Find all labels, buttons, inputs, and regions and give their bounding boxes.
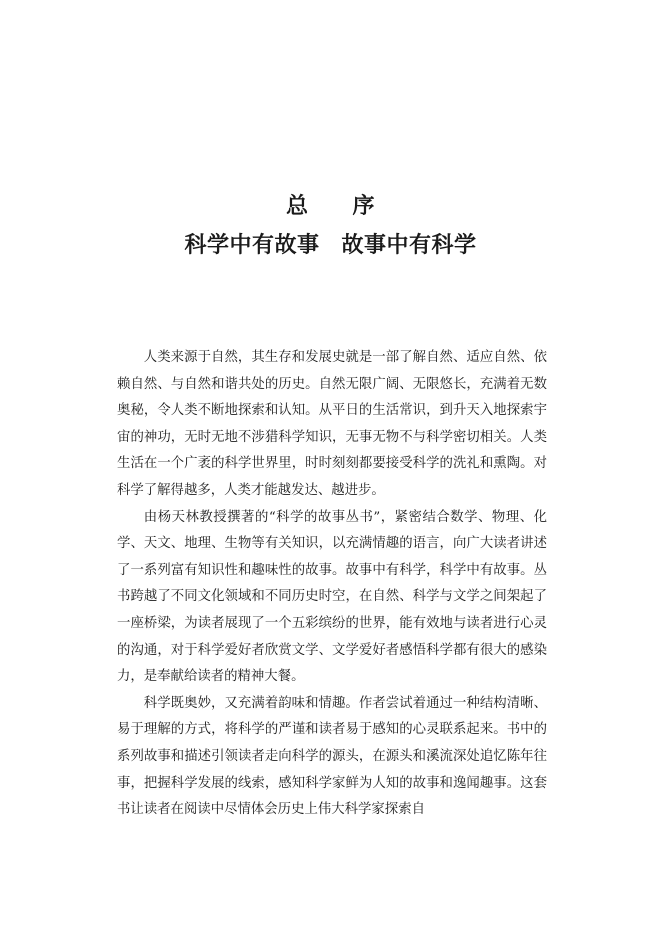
preface-title xyxy=(0,191,661,221)
preface-title-char-2: 序 xyxy=(352,193,376,219)
preface-title-char-1: 总 xyxy=(285,193,309,219)
preface-subtitle-part-1: 科学中有故事 xyxy=(184,232,320,258)
body-paragraph: 人类来源于自然，其生存和发展史就是一部了解自然、适应自然、依赖自然、与自然和谐共处的历史。自然无限广阔、无限悠长，充满着无数奥秘，令人类不断地探索和认知。从平日的生活常识，到升天入地探索宇宙的神功，无时无地不涉猎科学知识，无事无物不与科学密切相关。人类生活在一个广袤的科学世界里，时时刻刻都要接受科学的洗礼和熏陶。对科学了解得越多，人类才能越发达、越进步。 xyxy=(117,350,547,498)
preface-body xyxy=(117,345,547,824)
body-paragraph: 科学既奥妙，又充满着韵味和情趣。作者尝试着通过一种结构清晰、易于理解的方式，将科学的严谨和读者易于感知的心灵联系起来。书中的系列故事和描述引领读者走向科学的源头，在源头和溪流深处追忆陈年往事，把握科学发展的线索，感知科学家鲜为人知的故事和逸闻趣事。这套书让读者在阅读中尽情体会历史上伟大科学家探索自 xyxy=(117,695,547,818)
preface-subtitle xyxy=(0,230,661,260)
preface-subtitle-part-2: 故事中有科学 xyxy=(341,232,477,258)
body-paragraph: 由杨天林教授撰著的“科学的故事丛书”，紧密结合数学、物理、化学、天文、地理、生物等有关知识，以充满情趣的语言，向广大读者讲述了一系列富有知识性和趣味性的故事。故事中有科学，科学中有故事。丛书跨越了不同文化领域和不同历史时空，在自然、科学与文学之间架起了一座桥梁，为读者展现了一个五彩缤纷的世界，能有效地与读者进行心灵的沟通，对于科学爱好者欣赏文学、文学爱好者感悟科学都有很大的感染力，是奉献给读者的精神大餐。 xyxy=(117,509,547,685)
